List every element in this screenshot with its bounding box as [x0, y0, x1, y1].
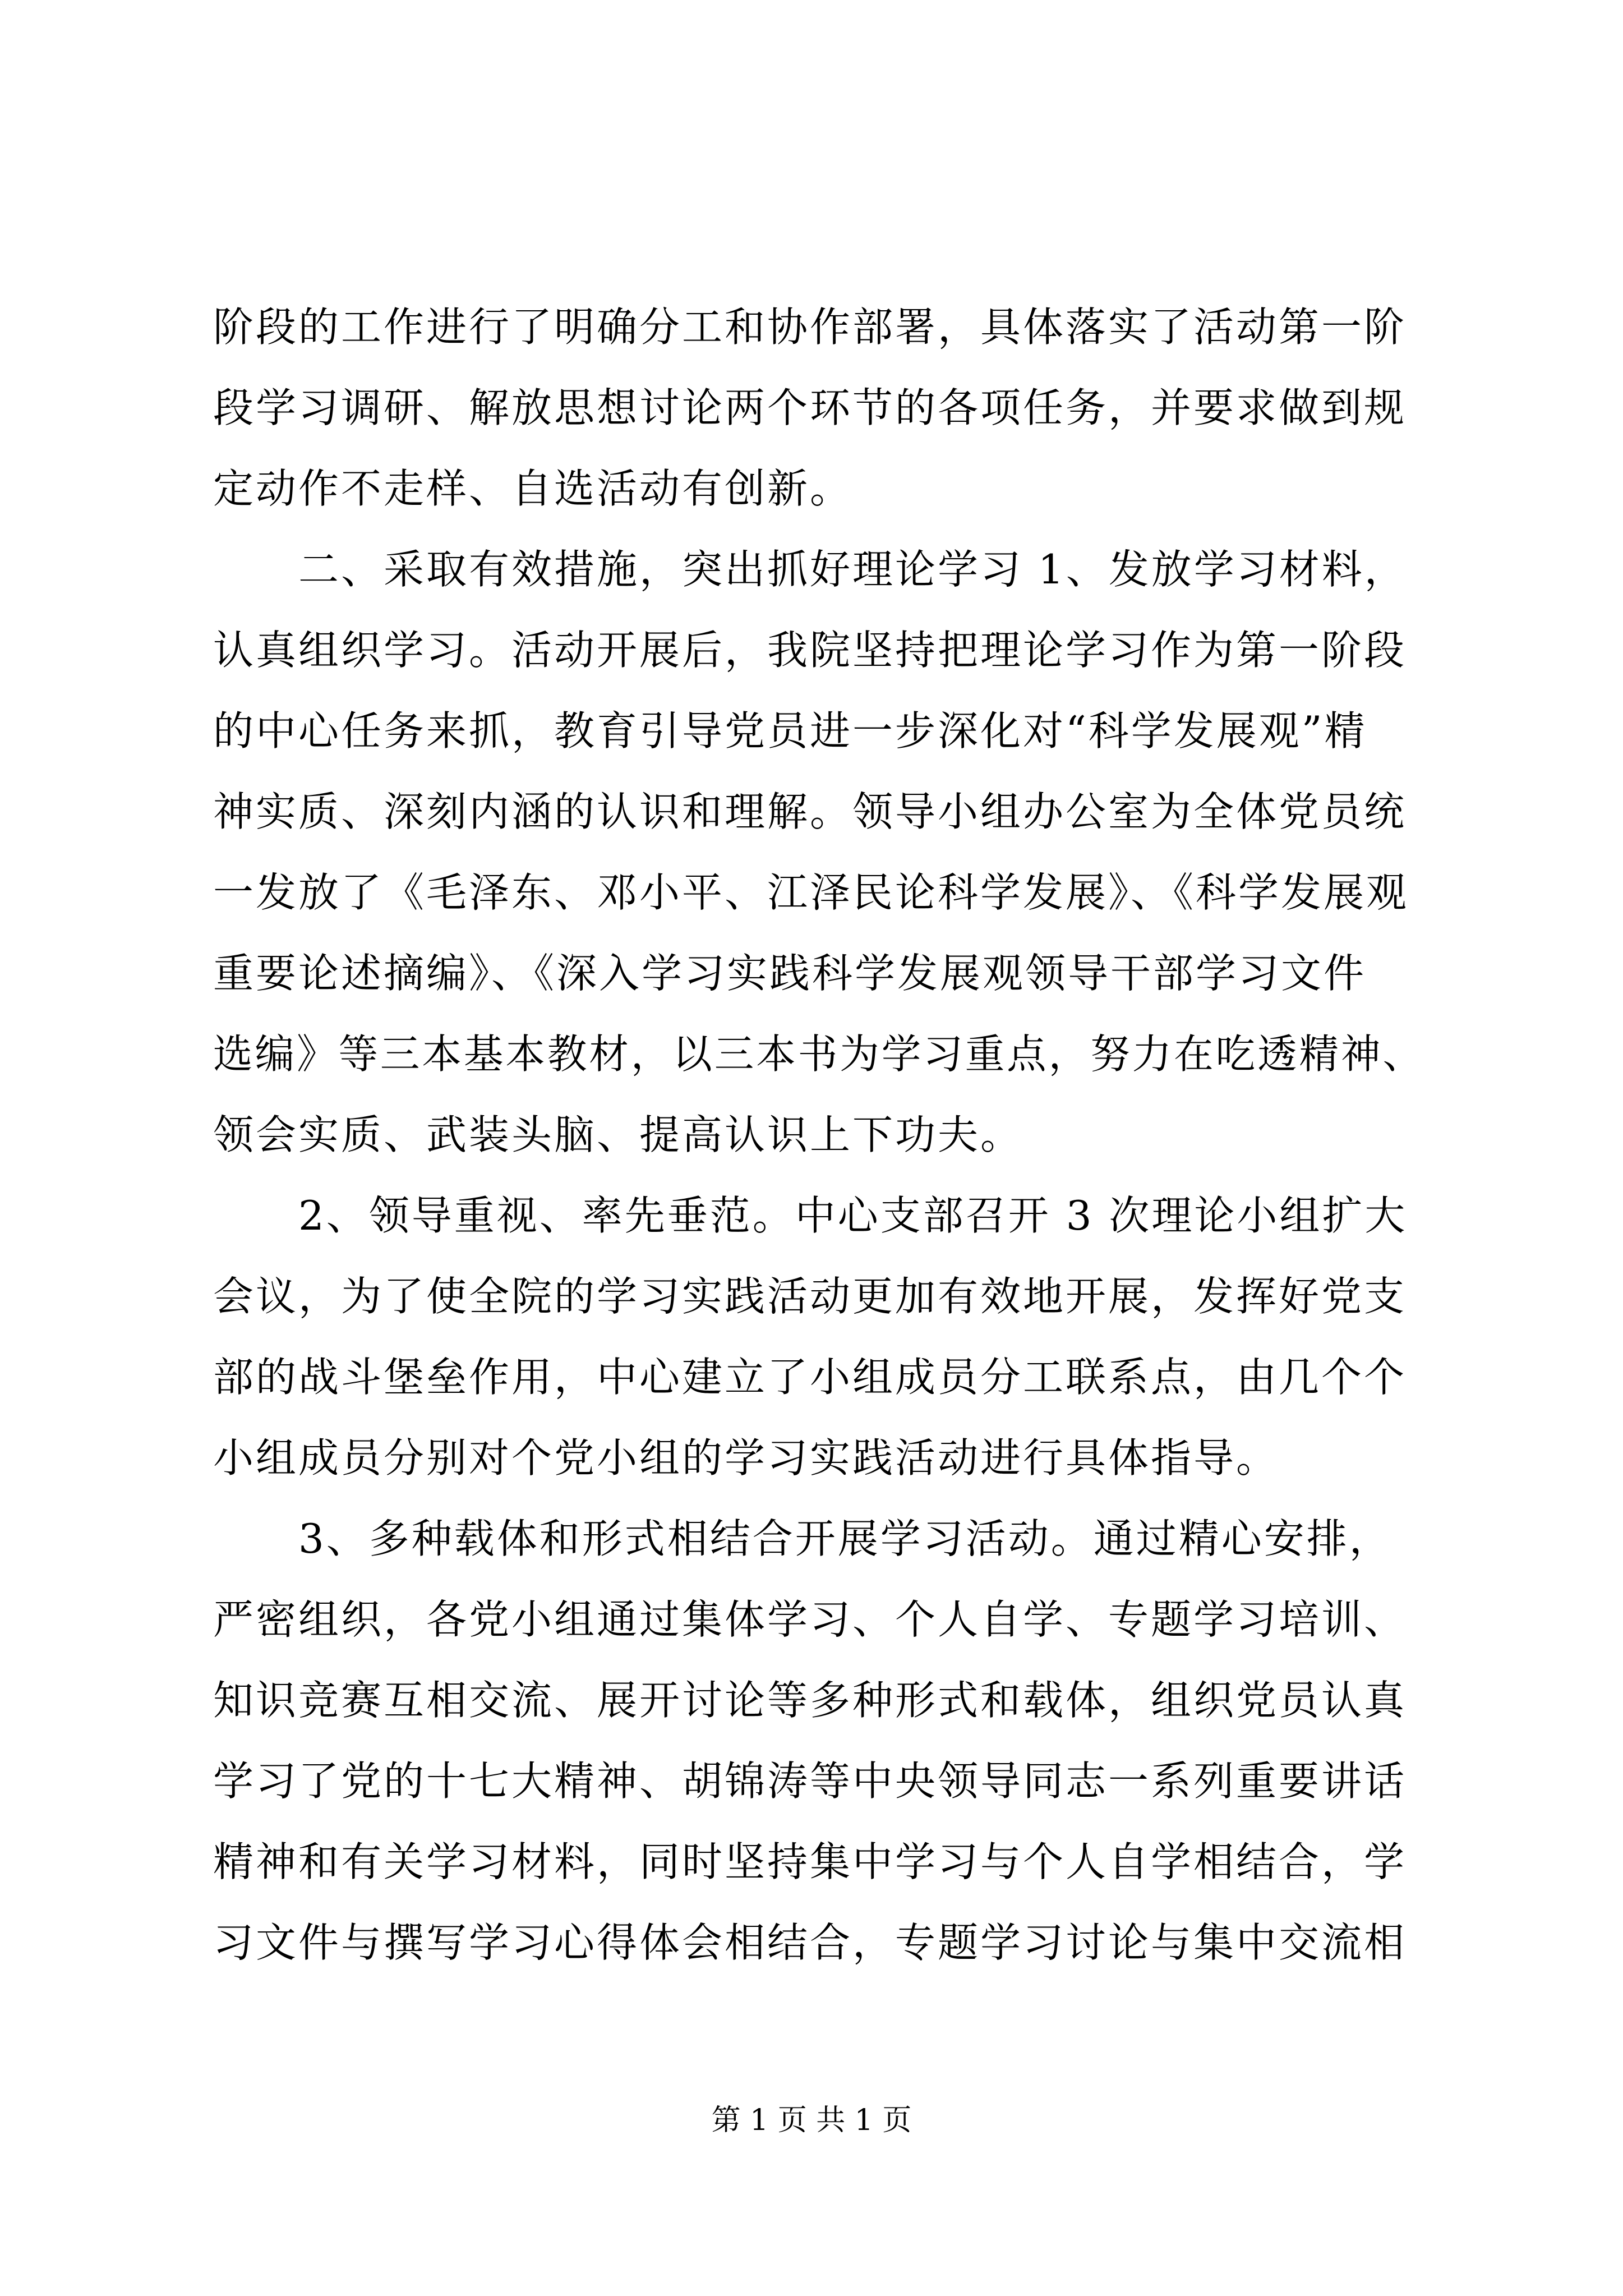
- text-line: 2、领导重视、率先垂范。中心支部召开 3 次理论小组扩大: [213, 1192, 1408, 1239]
- text-line: 段学习调研、解放思想讨论两个环节的各项任务，并要求做到规: [213, 384, 1407, 431]
- text-line: 严密组织，各党小组通过集体学习、个人自学、专题学习培训、: [213, 1596, 1407, 1643]
- text-line: 阶段的工作进行了明确分工和协作部署，具体落实了活动第一阶: [213, 303, 1407, 351]
- text-line: 学习了党的十七大精神、胡锦涛等中央领导同志一系列重要讲话: [213, 1757, 1407, 1805]
- text-line: 部的战斗堡垒作用，中心建立了小组成员分工联系点，由几个个: [213, 1354, 1407, 1401]
- page-footer: 第 1 页 共 1 页: [711, 2104, 912, 2137]
- text-line: 会议，为了使全院的学习实践活动更加有效地开展，发挥好党支: [213, 1273, 1407, 1320]
- text-line: 知识竞赛互相交流、展开讨论等多种形式和载体，组织党员认真: [213, 1677, 1407, 1724]
- text-line: 定动作不走样、自选活动有创新。: [213, 465, 853, 512]
- text-line: 小组成员分别对个党小组的学习实践活动进行具体指导。: [213, 1434, 1279, 1481]
- text-line: 二、采取有效措施，突出抓好理论学习 1、发放学习材料，: [213, 546, 1407, 593]
- text-line: 3、多种载体和形式相结合开展学习活动。通过精心安排，: [213, 1515, 1392, 1562]
- text-line: 的中心任务来抓，教育引导党员进一步深化对“科学发展观”精: [213, 707, 1367, 754]
- text-line: 一发放了《毛泽东、邓小平、江泽民论科学发展》、《科学发展观: [213, 869, 1409, 916]
- text-line: 神实质、深刻内涵的认识和理解。领导小组办公室为全体党员统: [213, 788, 1407, 835]
- text-line: 重要论述摘编》、《深入学习实践科学发展观领导干部学习文件: [213, 950, 1367, 997]
- text-line: 选编》等三本基本教材，以三本书为学习重点，努力在吃透精神、: [213, 1030, 1425, 1078]
- text-line: 认真组织学习。活动开展后，我院坚持把理论学习作为第一阶段: [213, 627, 1407, 674]
- text-line: 精神和有关学习材料，同时坚持集中学习与个人自学相结合，学: [213, 1838, 1407, 1885]
- text-line: 习文件与撰写学习心得体会相结合，专题学习讨论与集中交流相: [213, 1919, 1407, 1966]
- text-line: 领会实质、武装头脑、提高认识上下功夫。: [213, 1111, 1023, 1158]
